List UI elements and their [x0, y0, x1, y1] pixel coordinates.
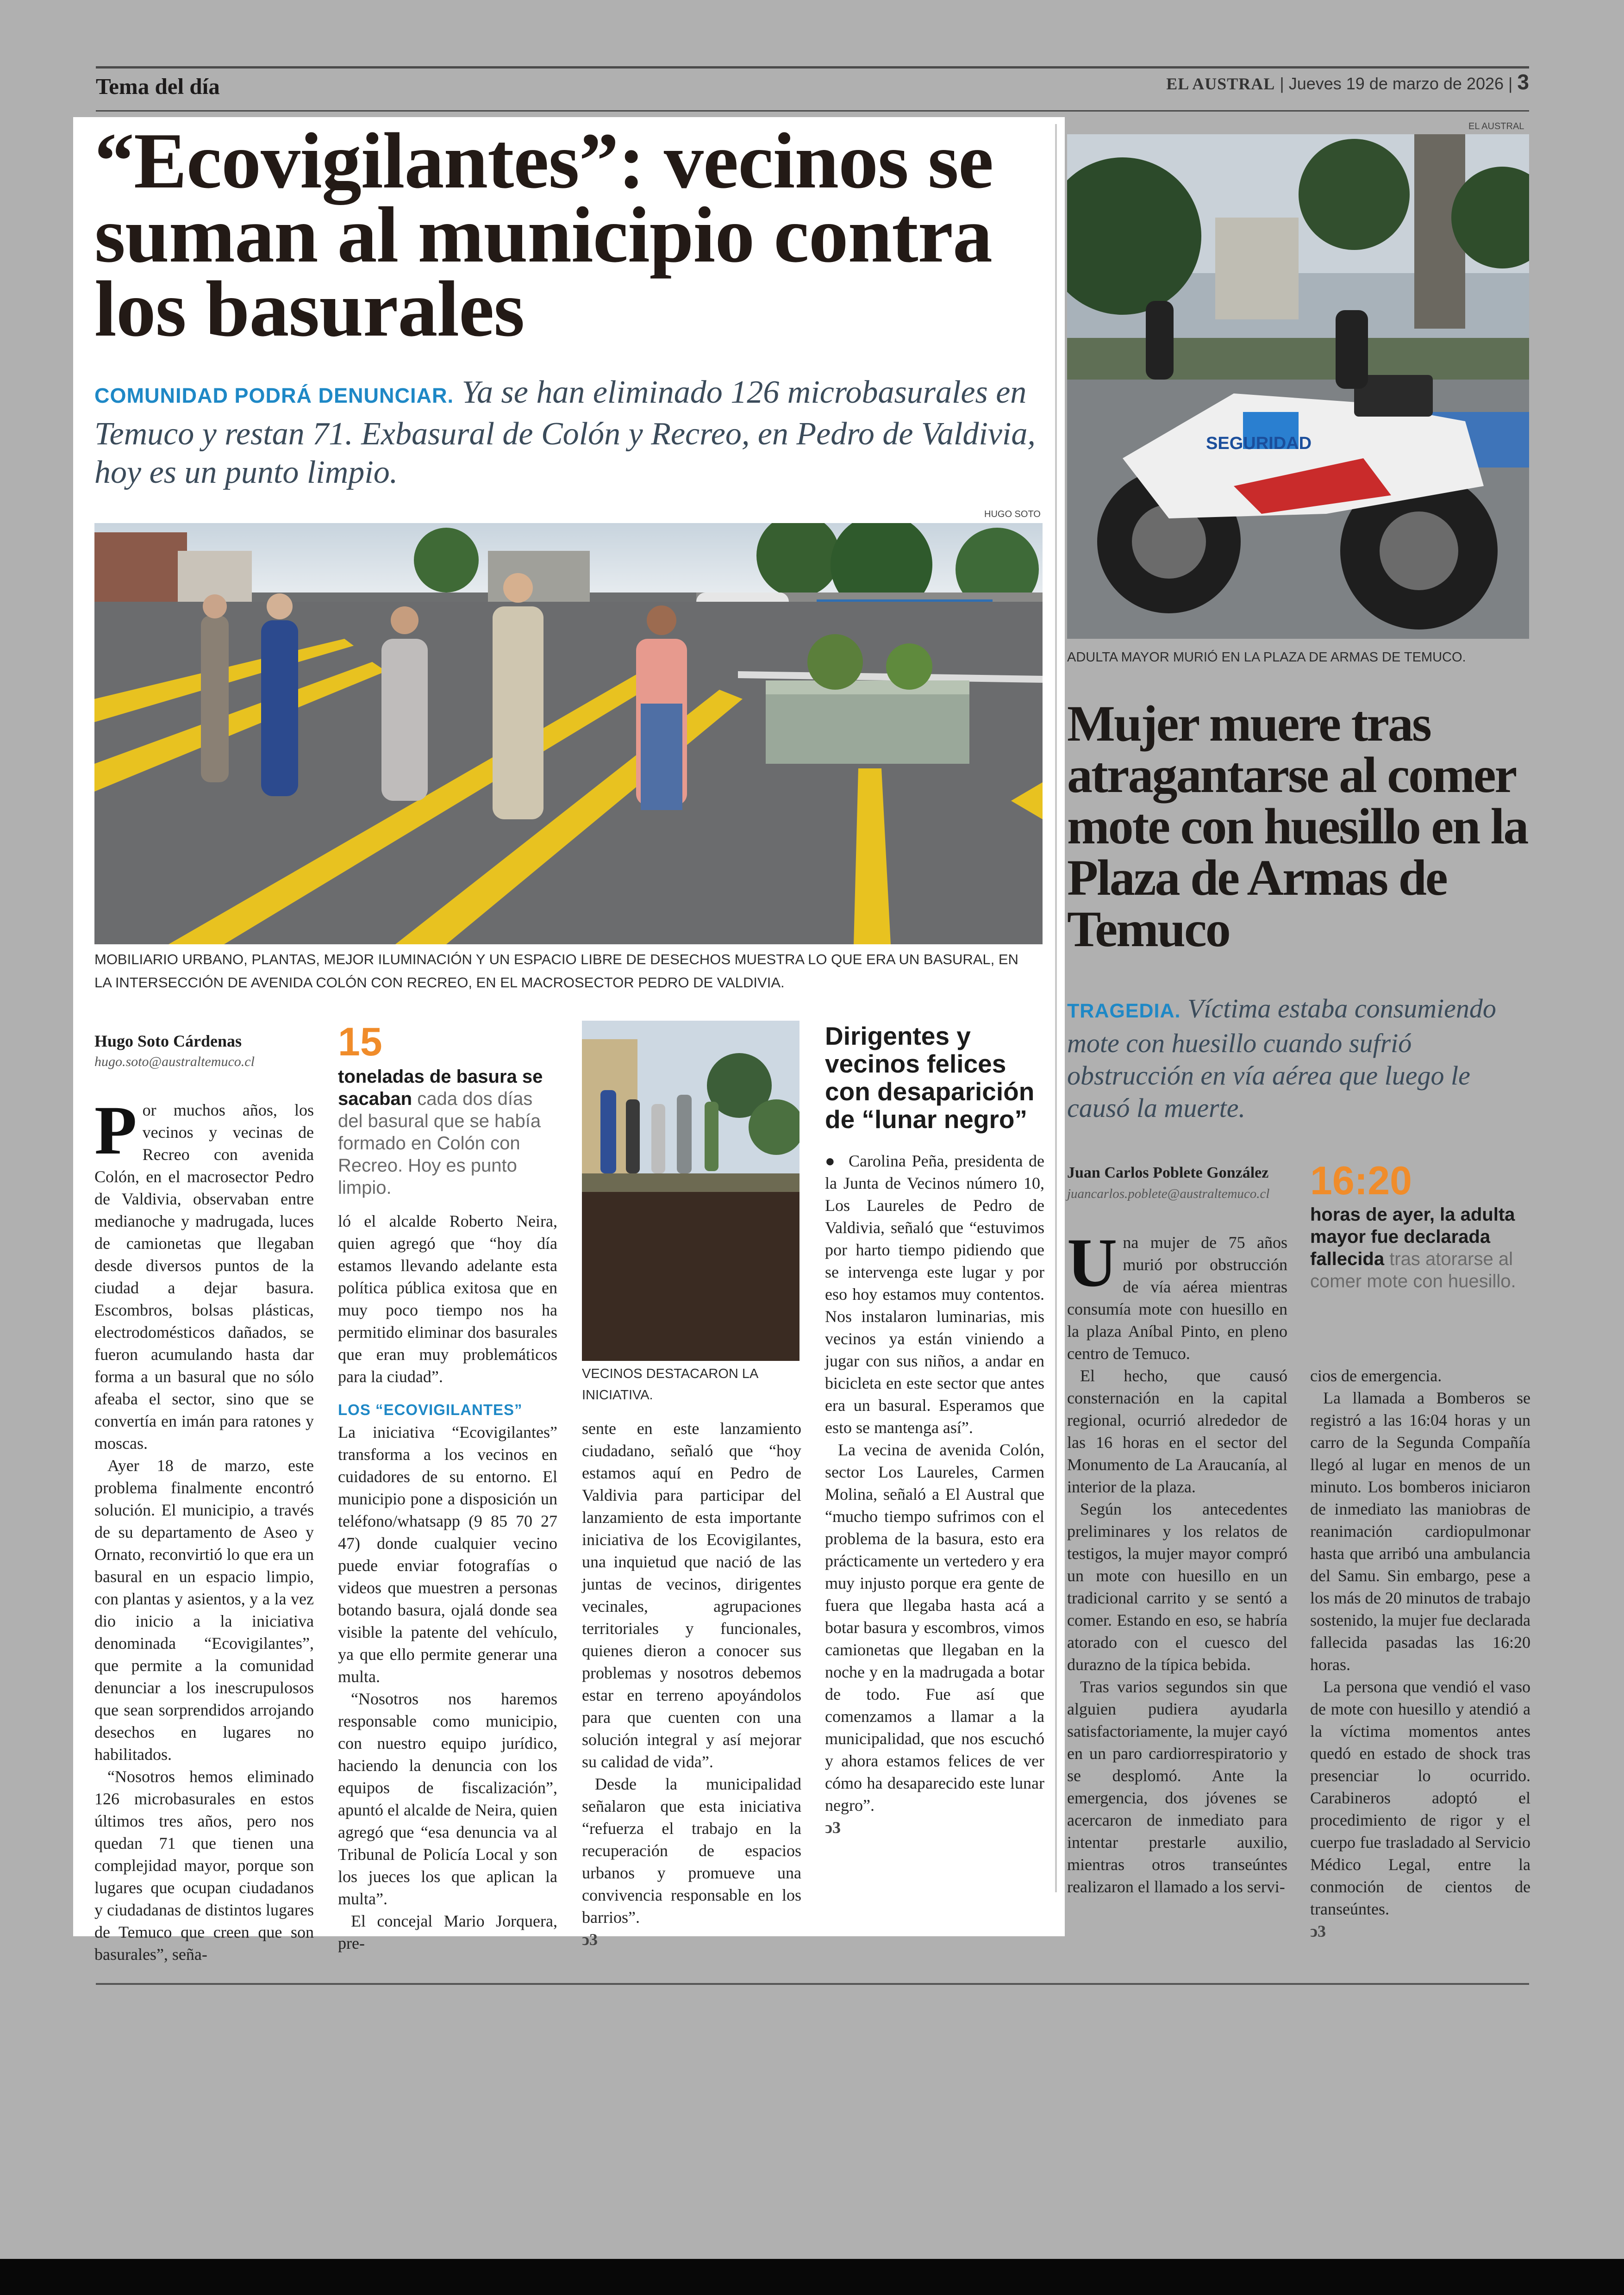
header-bottom-rule [96, 110, 1529, 112]
side-factbox-rest: tras atorarse al comer mote con huesillo. [1310, 1249, 1516, 1291]
main-dropcap: P [94, 1092, 137, 1169]
side-headline: Mujer muere tras atragantarse al comer mote con huesillo en la Plaza de Armas de Temuco [1067, 695, 1528, 957]
side-factbox-bold: horas de ayer, la adulta mayor fue declarada fallecida [1310, 1204, 1515, 1269]
section-label: Tema del día [96, 74, 220, 99]
side-photo-illustration [1067, 134, 1529, 639]
small-photo-caption: VECINOS DESTACARON LA INICIATIVA. [582, 1366, 758, 1403]
side-factbox [1310, 1161, 1530, 1292]
side-column-2 [1310, 1365, 1530, 1942]
masthead-sep: | [1508, 74, 1513, 93]
moto-label: SEGURIDAD [1206, 434, 1312, 453]
main-col2-subhead: LOS “ECOVIGILANTES” [338, 1401, 523, 1418]
main-kicker: COMUNIDAD PODRÁ DENUNCIAR. [94, 384, 454, 407]
side-col1-p2: El hecho, que causó consternación en la capital regional, ocurrió alrededor de las 16 horas en el sector del Monumento de La Araucanía, al interior de la plaza. [1067, 1366, 1287, 1496]
side-deck [1067, 992, 1530, 1124]
viewer-bottom-bar [0, 2259, 1624, 2295]
side-col2-endmark: ↄ3 [1310, 1922, 1326, 1940]
small-photo-illustration [582, 1021, 800, 1361]
main-col1-p1: or muchos años, los vecinos y vecinas de Recreo con avenida Colón, en el macrosector Pedro de Valdivia, observaban entre medianoche y madrugada, luces de camionetas que llegaban desde diversos puntos de la ciudad a dejar basura. Escombros, bolsas plásticas, electrodomésticos dañados, se fueron acumulando hasta dar forma a un basural que no sólo afeaba el sector, sino que se convertía en imán para ratones y moscas. [94, 1101, 314, 1453]
main-factbox-rest: cada dos días del basural que se había formado en Colón con Recreo. Hoy es punto limpio. [338, 1089, 541, 1198]
panel-divider [1055, 124, 1057, 1892]
side-col1-p4: Tras varios segundos sin que alguien pudiera ayudarla satisfactoriamente, la mujer cayó en un paro cardiorrespiratorio y se desplomó. Ante la emergencia, dos jóvenes se acercaron de inmediato para intentar prestarle auxilio, mientras otros transeúntes realizaron el llamado a los servi- [1067, 1678, 1287, 1896]
small-photo [582, 1021, 800, 1361]
main-col2-p4: El concejal Mario Jorquera, pre- [338, 1912, 557, 1952]
main-col3-endmark: ↄ3 [582, 1930, 598, 1949]
main-col4-endmark: ↄ3 [825, 1818, 841, 1837]
main-col2-p3: “Nosotros nos haremos responsable como municipio, con nuestro equipo jurídico, haciendo la denuncia con los equipos de fiscalización”, apuntó el alcalde de Neira, quien agregó que “esa denuncia va al Tribunal de Policía Local y son los jueces los que aplican la multa”. [338, 1690, 557, 1908]
side-kicker: TRAGEDIA. [1067, 1000, 1181, 1022]
main-deck [94, 373, 1048, 492]
main-column-1 [94, 1092, 314, 1965]
side-col1-p3: Según los antecedentes preliminares y los relatos de testigos, la mujer mayor compró un mote con huesillo en un tradicional carrito y se sentó a comer. Estando en eso, se habría atorado con el cuesco del durazno de la típica bebida. [1067, 1500, 1287, 1674]
side-factbox-number: 16:20 [1310, 1159, 1412, 1203]
main-photo-illustration [94, 523, 1043, 944]
main-col4-p1-text: Carolina Peña, presidenta de la Junta de Vecinos número 10, Los Laureles de Pedro de Valdivia, señaló que “estuvimos por harto tiempo pidiendo que se intervenga este lugar y por eso hoy estamos muy contentos. Nos instalaron luminarias, mis vecinos ya están viniendo a jugar con sus niños, a andar en bicicleta en este sector que antes era un basural. Esperamos que esto se mantenga así”. [825, 1152, 1045, 1437]
main-headline: “Ecovigilantes”: vecinos se suman al municipio contra los basurales [94, 117, 993, 353]
side-photo [1067, 134, 1529, 639]
main-factbox [338, 1022, 560, 1199]
main-col4-p2: La vecina de avenida Colón, sector Los Laureles, Carmen Molina, señaló a El Austral que “mucho tiempo sufrimos con el problema de la basura, esto era prácticamente un vertedero y era muy injusto porque era gente de fuera que llegaba hasta acá a botar basura y escombros, vimos camionetas que llegaban en la noche y en la madrugada a botar de todo. Fue así que comenzamos a llamar a la municipalidad, que nos escuchó y ahora estamos felices de ver cómo ha desaparecido este lunar negro”. [825, 1441, 1044, 1815]
side-col1-p1: na mujer de 75 años murió por obstrucción de vía aérea mientras consumía mote con huesillo en la plaza Aníbal Pinto, en pleno centro de Temuco. [1067, 1233, 1287, 1363]
footer-rule [96, 1983, 1529, 1985]
side-byline-email[interactable]: juancarlos.poblete@australtemuco.cl [1067, 1186, 1270, 1201]
main-col2-p2: La iniciativa “Ecovigilantes” transforma a los vecinos en cuidadores de su entorno. El municipio pone a disposición un teléfono/whatsapp (9 85 70 27 47) donde cualquier vecino puede enviar fotografías o videos que muestren a personas botando basura, ojalá donde sea visible la patente del vehículo, ya que ello permite generar una multa. [338, 1423, 557, 1686]
main-col3-p2: Desde la municipalidad señalaron que esta iniciativa “refuerza el trabajo en la recuperación de espacios urbanos y promueve una convivencia responsable en los barrios”. [582, 1775, 801, 1927]
side-column-1 [1067, 1224, 1287, 1898]
main-photo-caption: MOBILIARIO URBANO, PLANTAS, MEJOR ILUMINACIÓN Y UN ESPACIO LIBRE DE DESECHOS MUESTRA LO QUE ERA UN BASURAL, EN LA INTERSECCIÓN DE AVENIDA COLÓN CON RECREO, EN EL MACROSECTOR PEDRO DE VALDIVIA. [94, 951, 1018, 991]
main-byline: Hugo Soto Cárdenas [94, 1032, 242, 1050]
main-column-2 [338, 1210, 557, 1954]
main-factbox-text [338, 1066, 560, 1199]
side-deck-text: Víctima estaba consumiendo mote con huesillo cuando sufrió obstrucción en vía aérea que luego le causó la muerte. [1067, 993, 1496, 1123]
side-col2-p1: cios de emergencia. [1310, 1366, 1442, 1385]
main-col1-p2: Ayer 18 de marzo, este problema finalmente encontró solución. El municipio, a través de su departamento de Aseo y Ornato, reconvirtió lo que era un basural en un espacio limpio, con plantas y asientos, y a la vez dio inicio a la iniciativa denominada “Ecovigilantes”, que permite a la comunidad denunciar a los inescrupulosos que sean sorprendidos arrojando desechos en lugares no habilitados. [94, 1456, 314, 1764]
side-dropcap: U [1067, 1224, 1118, 1301]
main-deck-text: Ya se han eliminado 126 microbasurales en Temuco y restan 71. Exbasural de Colón y Recreo, en Pedro de Valdivia, hoy es un punto limpio. [94, 374, 1036, 490]
issue-date: Jueves 19 de marzo de 2026 [1288, 74, 1504, 93]
side-photo-credit: EL AUSTRAL [1468, 121, 1524, 131]
side-photo-caption: ADULTA MAYOR MURIÓ EN LA PLAZA DE ARMAS DE TEMUCO. [1067, 650, 1466, 665]
main-photo-credit: HUGO SOTO [984, 509, 1041, 519]
page-number: 3 [1517, 70, 1529, 94]
main-col2-p1: ló el alcalde Roberto Neira, quien agregó que “hoy día estamos llevando adelante esta política pública exitosa que en muy poco tiempo nos ha permitido eliminar dos basurales que eran muy problemáticos para la ciudad”. [338, 1212, 557, 1386]
bullet-icon: ● [825, 1152, 849, 1170]
side-col2-p2: La llamada a Bomberos se registró a las 16:04 horas y un carro de la Segunda Compañía llegó al lugar en menos de un minuto. Los bomberos iniciaron de inmediato las maniobras de reanimación cardiopulmonar hasta que arribó una ambulancia del Samu. Sin embargo, pese a los más de 20 minutos de trabajo sostenido, la mujer fue declarada fallecida pasadas las 16:20 horas. [1310, 1389, 1530, 1674]
main-col4-head: Dirigentes y vecinos felices con desaparición de “lunar negro” [825, 1022, 1035, 1134]
main-col4-body [825, 1150, 1044, 1839]
header-top-rule [96, 66, 1529, 69]
main-byline-email[interactable]: hugo.soto@australtemuco.cl [94, 1054, 255, 1069]
main-col3-p1: sente en este lanzamiento ciudadano, señaló que “hoy estamos aquí en Pedro de Valdivia para participar del lanzamiento de esta importante iniciativa de los Ecovigilantes, una inquietud que nació de las juntas de vecinos, dirigentes vecinales, agrupaciones territoriales y funcionales, quienes dieron a conocer sus problemas y nosotros debemos estar en terreno apoyándolos para que cuenten con una solución integral y así mejorar su calidad de vida”. [582, 1419, 801, 1771]
masthead-sep: | [1280, 74, 1284, 93]
side-factbox-text [1310, 1204, 1530, 1292]
main-col4-p1 [825, 1150, 1044, 1439]
main-column-3 [582, 1417, 801, 1951]
newspaper-name: EL AUSTRAL [1166, 75, 1275, 93]
main-factbox-number: 15 [338, 1020, 382, 1064]
main-column-4 [825, 1022, 1044, 1839]
side-byline: Juan Carlos Poblete González [1067, 1164, 1269, 1181]
main-photo [94, 523, 1043, 944]
main-factbox-bold: toneladas de basura se sacaban [338, 1066, 543, 1109]
side-col2-p3: La persona que vendió el vaso de mote con huesillo y atendió a la víctima momentos antes quedó en estado de shock tras presenciar lo ocurrido. Carabineros adoptó el procedimiento de rigor y el cuerpo fue trasladado al Servicio Médico Legal, entre la conmoción de cientos de transeúntes. [1310, 1678, 1530, 1918]
main-col1-p3: “Nosotros hemos eliminado 126 microbasurales en estos últimos tres años, pero nos quedan 71 que tienen una complejidad mayor, porque son lugares que ocupan ciudadanos y ciudadanas de distintos lugares de Temuco que creen que son basurales”, seña- [94, 1767, 314, 1964]
masthead [1166, 69, 1529, 94]
